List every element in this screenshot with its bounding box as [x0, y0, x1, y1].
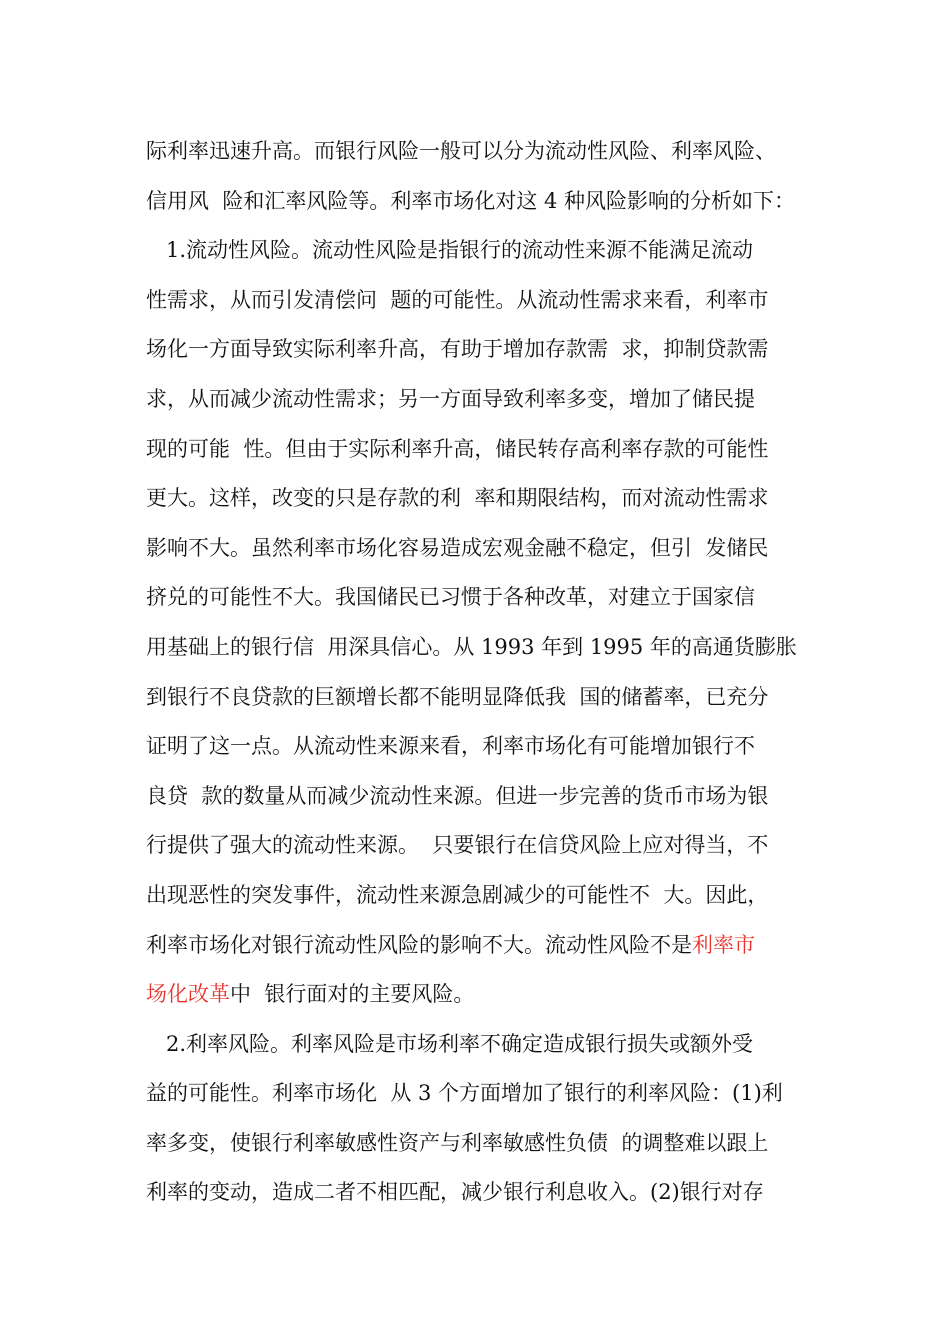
keyword-link-part2[interactable]: 场化改革: [146, 982, 230, 1007]
text-line: 用基础上的银行信 用深具信心。从 1993 年到 1995 年的高通货膨胀: [146, 634, 797, 659]
text-line: 更大。这样，改变的只是存款的利 率和期限结构，而对流动性需求: [146, 486, 769, 511]
text-segment: 中 银行面对的主要风险。: [230, 982, 475, 1007]
text-line: 行提供了强大的流动性来源。 只要银行在信贷风险上应对得当，不: [146, 833, 769, 858]
text-line: 现的可能 性。但由于实际利率升高，储民转存高利率存款的可能性: [146, 436, 769, 461]
text-line: 出现恶性的突发事件，流动性来源急剧减少的可能性不 大。因此，: [146, 882, 769, 907]
text-line: 到银行不良贷款的巨额增长都不能明显降低我 国的储蓄率，已充分: [146, 684, 769, 709]
text-line: 益的可能性。利率市场化 从 3 个方面增加了银行的利率风险：(1)利: [146, 1081, 783, 1106]
text-line: 求，从而减少流动性需求；另一方面导致利率多变，增加了储民提: [146, 386, 755, 411]
keyword-link-part1[interactable]: 利率市: [692, 932, 755, 957]
text-line: 1.流动性风险。流动性风险是指银行的流动性来源不能满足流动: [146, 238, 754, 263]
text-line: 信用风 险和汇率风险等。利率市场化对这 4 种风险影响的分析如下：: [146, 188, 796, 213]
text-line: [146, 974, 826, 1024]
text-line: 影响不大。虽然利率市场化容易造成宏观金融不稳定，但引 发储民: [146, 535, 769, 560]
text-line: [146, 925, 826, 975]
text-segment: 利率市场化对银行流动性风险的影响不大。流动性风险不是: [146, 932, 692, 957]
text-line: 场化一方面导致实际利率升高，有助于增加存款需 求，抑制贷款需: [146, 337, 769, 362]
text-line: 挤兑的可能性不大。我国储民已习惯于各种改革，对建立于国家信: [146, 585, 755, 610]
text-line: 良贷 款的数量从而减少流动性来源。但进一步完善的货币市场为银: [146, 783, 769, 808]
text-line: 证明了这一点。从流动性来源来看，利率市场化有可能增加银行不: [146, 734, 755, 759]
text-line: 际利率迅速升高。而银行风险一般可以分为流动性风险、利率风险、: [146, 139, 776, 163]
text-line: 率多变，使银行利率敏感性资产与利率敏感性负债 的调整难以跟上: [146, 1130, 769, 1155]
text-line: 2.利率风险。利率风险是市场利率不确定造成银行损失或额外受: [146, 1031, 754, 1056]
text-line: 性需求，从而引发清偿问 题的可能性。从流动性需求来看，利率市: [146, 287, 769, 312]
document-body: [146, 131, 826, 1222]
text-line: 利率的变动，造成二者不相匹配，减少银行利息收入。(2)银行对存: [146, 1180, 764, 1205]
